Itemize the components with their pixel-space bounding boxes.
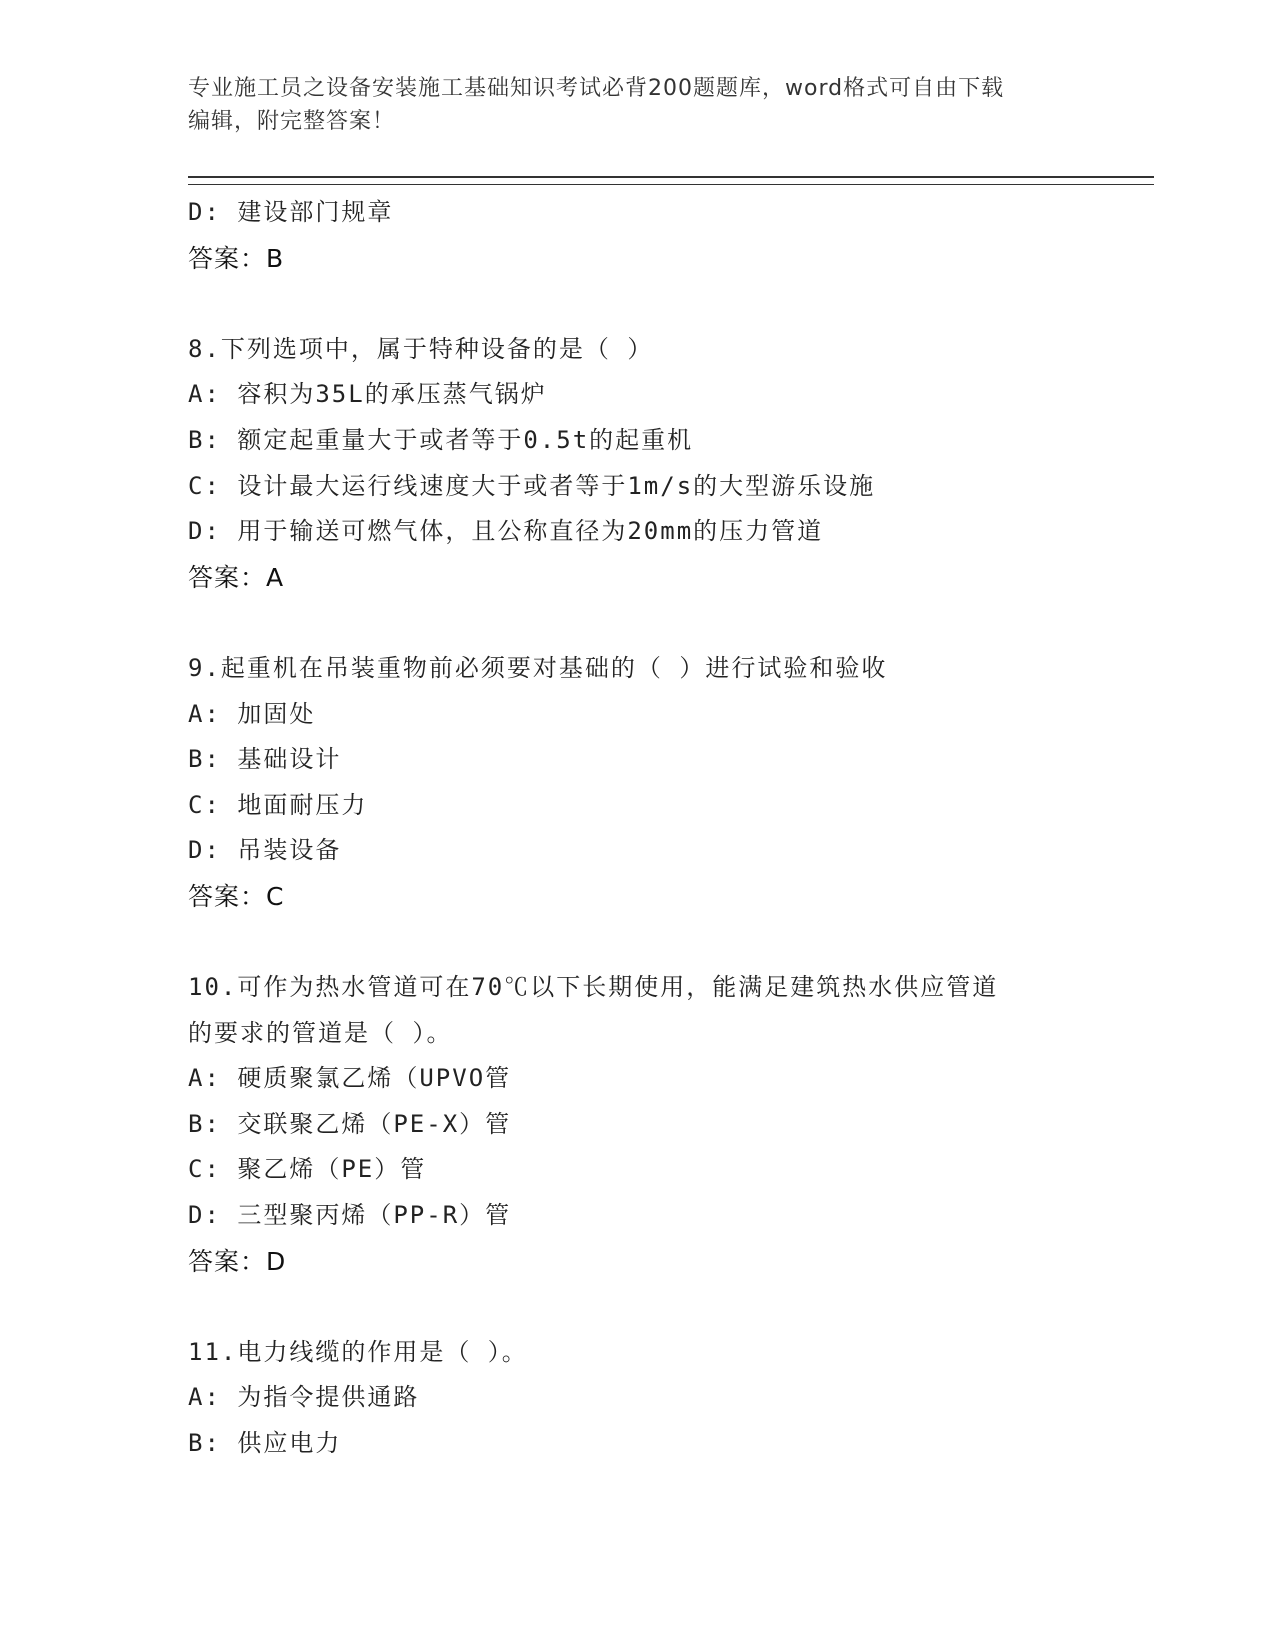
spacer (188, 281, 1148, 327)
option-d: D: 建设部门规章 (188, 198, 394, 226)
option-a: A: 硬质聚氯乙烯（UPVO管 (188, 1064, 512, 1093)
option-b: B: 供应电力 (188, 1429, 342, 1458)
option-a: A: 容积为35L的承压蒸气锅炉 (188, 380, 547, 409)
option-b: B: 基础设计 (188, 745, 342, 774)
answer-line: 答案：C (188, 881, 285, 911)
question-11 (188, 1330, 1148, 1467)
option-d: D: 用于输送可燃气体，且公称直径为20mm的压力管道 (188, 517, 824, 546)
option-c: C: 地面耐压力 (188, 790, 368, 819)
option-a: A: 加固处 (188, 699, 316, 728)
option-c: C: 聚乙烯（PE）管 (188, 1155, 427, 1184)
option-b: B: 交联聚乙烯（PE-X）管 (188, 1109, 512, 1138)
question-8 (188, 327, 1148, 601)
option-c: C: 设计最大运行线速度大于或者等于1m/s的大型游乐设施 (188, 471, 876, 500)
header-title-line-1: 专业施工员之设备安装施工基础知识考试必背200题题库，word格式可自由下载 (188, 76, 1005, 101)
header-title-line-2: 编辑，附完整答案！ (188, 109, 396, 134)
question-text: 8.下列选项中，属于特种设备的是（ ） (188, 334, 654, 363)
question-10 (188, 965, 1148, 1284)
answer-line: 答案：D (188, 1246, 287, 1276)
header-divider (188, 176, 1154, 185)
option-d: D: 三型聚丙烯（PP-R）管 (188, 1201, 512, 1230)
question-7-fragment (188, 190, 1148, 281)
answer-line: 答案：A (188, 562, 285, 592)
spacer (188, 600, 1148, 646)
question-list (188, 190, 1148, 1467)
question-text-continued: 的要求的管道是（ ）。 (188, 1018, 453, 1047)
question-text: 11.电力线缆的作用是（ ）。 (188, 1337, 528, 1366)
question-text: 10.可作为热水管道可在70℃以下长期使用，能满足建筑热水供应管道 (188, 973, 999, 1002)
question-text: 9.起重机在吊装重物前必须要对基础的（ ）进行试验和验收 (188, 653, 888, 682)
question-9 (188, 646, 1148, 920)
option-b: B: 额定起重量大于或者等于0.5t的起重机 (188, 425, 694, 454)
spacer (188, 1284, 1148, 1330)
answer-line: 答案：B (188, 243, 285, 273)
spacer (188, 920, 1148, 966)
option-a: A: 为指令提供通路 (188, 1383, 420, 1412)
document-header (188, 72, 1088, 138)
option-d: D: 吊装设备 (188, 836, 342, 865)
